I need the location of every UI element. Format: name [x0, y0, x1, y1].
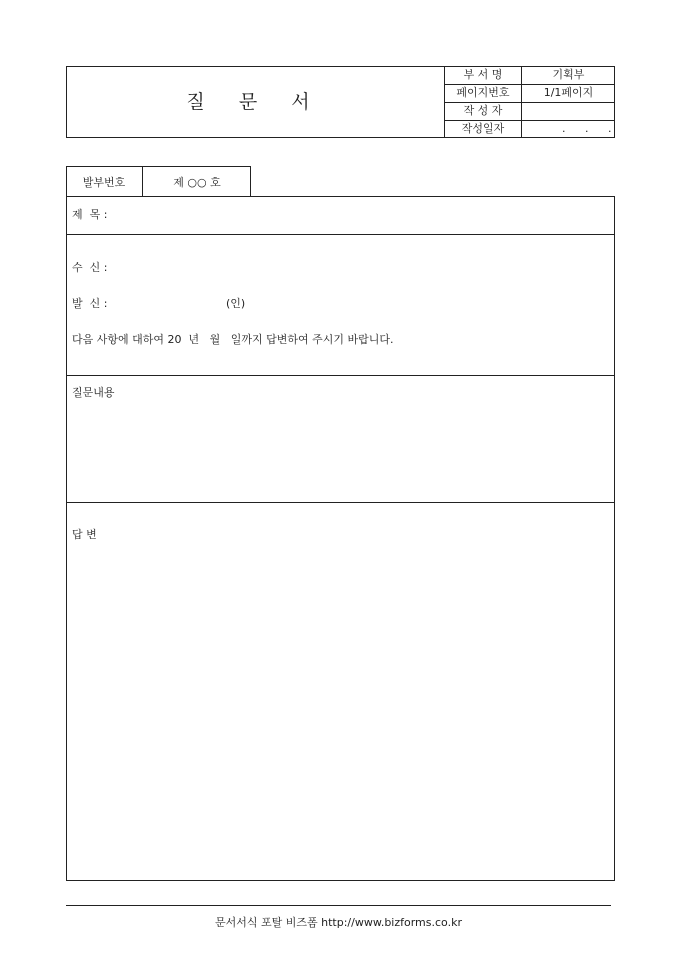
author-label: 작 성 자: [463, 104, 503, 117]
page-number-value: 1/1페이지: [543, 86, 594, 99]
section-divider: [66, 375, 615, 376]
footer-rule: [66, 905, 611, 906]
section-divider: [66, 502, 615, 503]
subject-label: 제 목 :: [72, 208, 108, 221]
recipient-label: 수 신 :: [72, 261, 108, 274]
footer-text: 문서서식 포탈 비즈폼 http://www.bizforms.co.kr: [215, 916, 462, 929]
dept-value: 기획부: [552, 68, 585, 81]
section-divider: [66, 234, 615, 235]
sender-label: 발 신 :: [72, 297, 108, 310]
date-label: 작성일자: [461, 122, 505, 135]
header-row-divider: [444, 120, 615, 121]
header-row-divider: [444, 84, 615, 85]
header-row-divider: [444, 102, 615, 103]
doc-number-value: 제 ○○ 호: [173, 176, 221, 189]
form-body: [66, 196, 615, 881]
page-number-label: 페이지번호: [456, 86, 510, 99]
seal-mark: (인): [226, 297, 246, 310]
date-value: . . .: [562, 122, 620, 135]
doc-number-label: 발부번호: [82, 176, 126, 189]
request-sentence: 다음 사항에 대하여 20 년 월 일까지 답변하여 주시기 바랍니다.: [72, 333, 394, 346]
page-title: 질 문 서: [186, 91, 324, 113]
dept-label: 부 서 명: [463, 68, 503, 81]
answer-label: 답 변: [72, 528, 97, 541]
question-label: 질문내용: [72, 386, 115, 399]
